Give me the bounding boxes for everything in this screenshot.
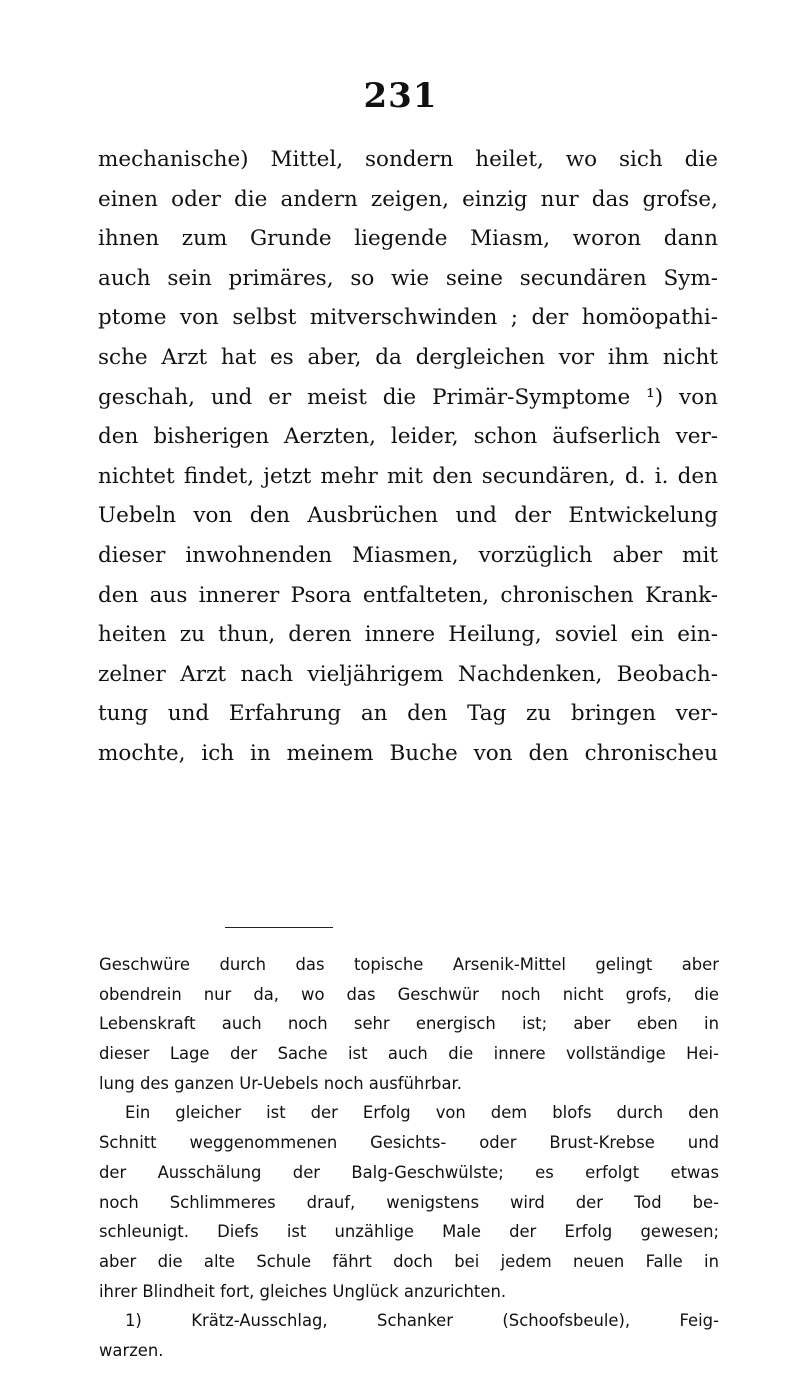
main-text-line: mechanische) Mittel, sondern heilet, wo sich die (98, 147, 718, 172)
main-text-line: heiten zu thun, deren innere Heilung, soviel ein ein- (98, 622, 718, 648)
footnote-line: warzen. (99, 1340, 164, 1360)
footnote-line: noch Schlimmeres drauf, wenigstens wird der Tod be- (99, 1192, 719, 1212)
footnote-block (99, 950, 719, 1366)
footnote-line: 1) Krätz-Ausschlag, Schanker (Schoofsbeule), Feig- (125, 1311, 719, 1331)
footnote-line: der Ausschälung der Balg-Geschwülste; es erfolgt etwas (99, 1162, 719, 1182)
main-text-line: einen oder die andern zeigen, einzig nur das grofse, (98, 186, 718, 212)
main-text-line: nichtet findet, jetzt mehr mit den secundären, d. i. den (98, 463, 718, 489)
footnote-line: ihrer Blindheit fort, gleiches Unglück anzurichten. (99, 1281, 507, 1301)
main-text-line: mochte, ich in meinem Buche von den chronischeu (98, 740, 718, 766)
main-text-line: ptome von selbst mitverschwinden ; der homöopathi- (98, 305, 718, 331)
main-text-line: den aus innerer Psora entfalteten, chronischen Krank- (98, 582, 718, 608)
main-text-line: dieser inwohnenden Miasmen, vorzüglich aber mit (98, 542, 718, 568)
main-text-line: zelner Arzt nach vieljährigem Nachdenken, Beobach- (98, 661, 718, 687)
footnote-line: Lebenskraft auch noch sehr energisch ist; aber eben in (99, 1014, 719, 1034)
main-text-line: ihnen zum Grunde liegende Miasm, woron dann (98, 226, 718, 252)
footnote-divider (225, 927, 333, 928)
footnote-line: aber die alte Schule fährt doch bei jedem neuen Falle in (99, 1251, 719, 1271)
footnote-line: lung des ganzen Ur-Uebels noch ausführbar. (99, 1073, 462, 1093)
main-text-line: sche Arzt hat es aber, da dergleichen vor ihm nicht (98, 344, 718, 370)
footnote-line: dieser Lage der Sache ist auch die innere vollständige Hei- (99, 1044, 719, 1064)
main-text-line: tung und Erfahrung an den Tag zu bringen ver- (98, 701, 718, 727)
footnote-line: Schnitt weggenommenen Gesichts- oder Brust-Krebse und (99, 1133, 719, 1153)
main-text-line: auch sein primäres, so wie seine secundären Sym- (98, 265, 718, 291)
main-text-line: Uebeln von den Ausbrüchen und der Entwickelung (98, 503, 718, 529)
footnote-line: schleunigt. Diefs ist unzählige Male der Erfolg gewesen; (99, 1222, 719, 1242)
main-text-line: geschah, und er meist die Primär-Symptome ¹) von (98, 384, 718, 410)
footnote-line: Ein gleicher ist der Erfolg von dem blofs durch den (125, 1103, 719, 1123)
main-text-line: den bisherigen Aerzten, leider, schon äufserlich ver- (98, 424, 718, 450)
main-text-block (98, 140, 718, 774)
page-number: 231 (363, 76, 438, 116)
footnote-line: obendrein nur da, wo das Geschwür noch nicht grofs, die (99, 984, 719, 1004)
footnote-line: Geschwüre durch das topische Arsenik-Mittel gelingt aber (99, 955, 719, 974)
